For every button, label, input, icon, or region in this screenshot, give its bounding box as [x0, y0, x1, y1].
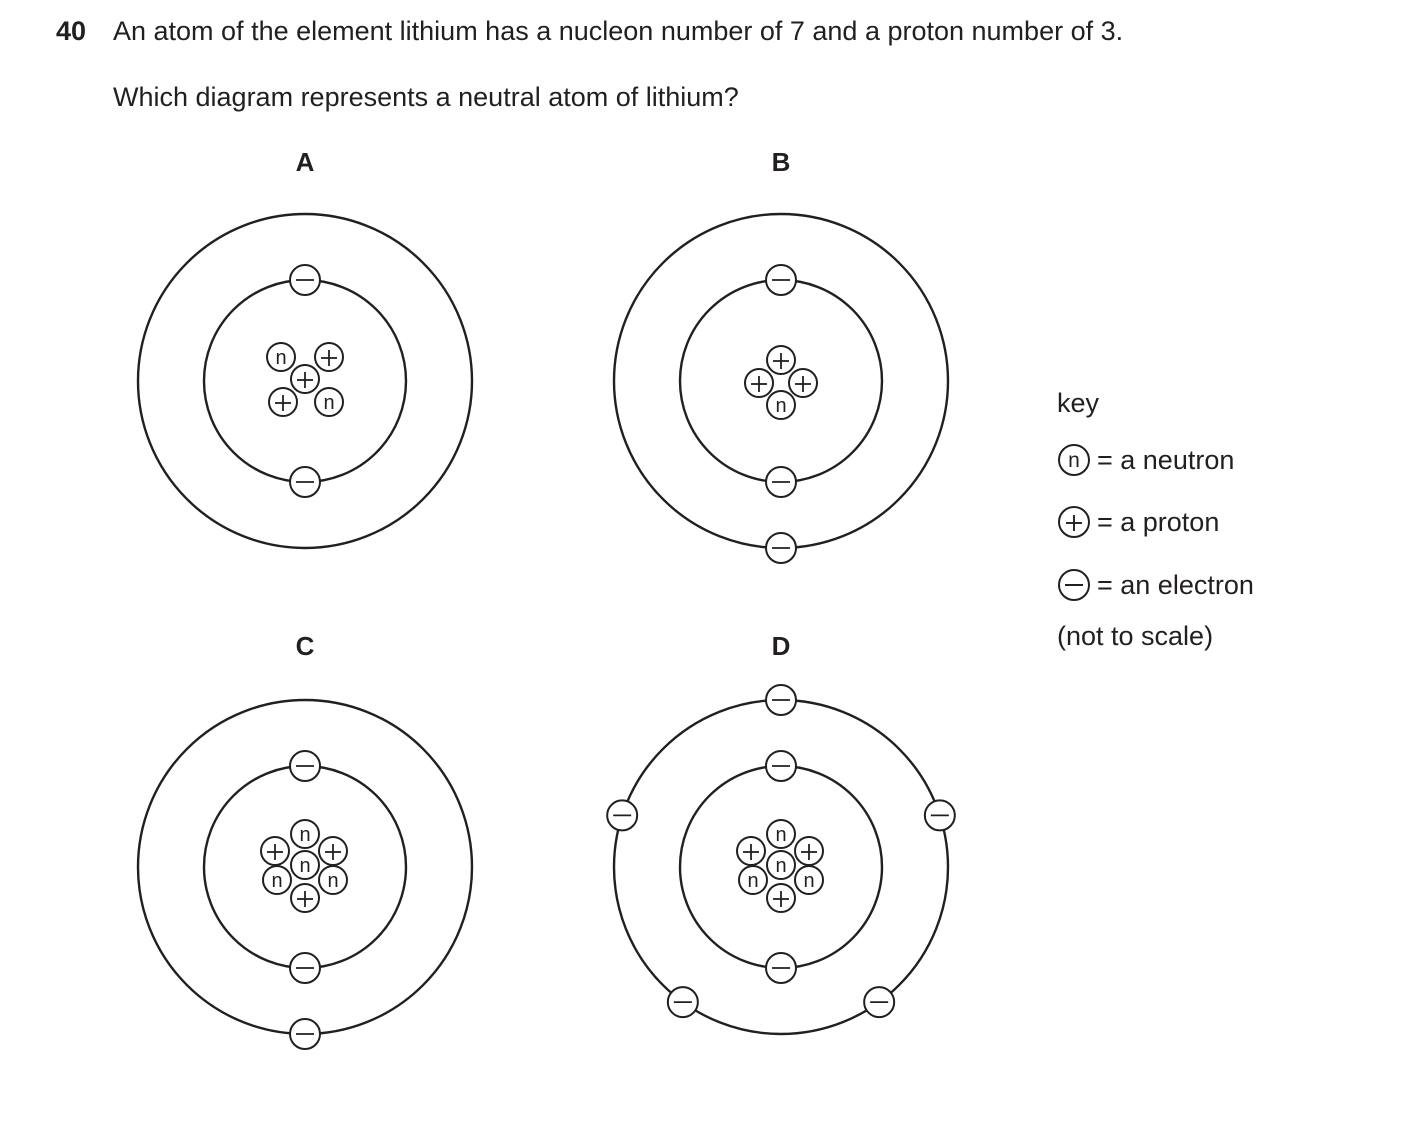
- electron: [668, 987, 698, 1017]
- proton: [319, 837, 347, 865]
- proton: [261, 837, 289, 865]
- proton: [315, 343, 343, 371]
- nucleus: [737, 820, 823, 912]
- neutron: [767, 391, 795, 419]
- nucleus: [261, 820, 347, 912]
- neutron: [291, 851, 319, 879]
- neutron: [291, 820, 319, 848]
- key-neutron-row: [1057, 443, 1234, 477]
- option-label-b: B: [771, 147, 791, 177]
- proton: [745, 369, 773, 397]
- svg-text:n: n: [775, 824, 787, 846]
- svg-text:n: n: [775, 395, 787, 417]
- option-label-c: C: [295, 631, 315, 661]
- electron: [290, 953, 320, 983]
- electron: [864, 987, 894, 1017]
- neutron: [263, 866, 291, 894]
- neutron: [795, 866, 823, 894]
- proton: [269, 388, 297, 416]
- electron: [766, 265, 796, 295]
- atom-option-c: [138, 631, 472, 1049]
- neutron-symbol-letter: n: [1068, 449, 1080, 472]
- option-label-a: A: [295, 147, 315, 177]
- electron: [766, 685, 796, 715]
- electron: [607, 800, 637, 830]
- svg-text:n: n: [775, 855, 787, 877]
- question-number: 40: [56, 16, 87, 46]
- electron-symbol-icon: [1057, 568, 1091, 602]
- key-neutron-label: = a neutron: [1097, 444, 1235, 475]
- electron: [766, 467, 796, 497]
- electron: [290, 751, 320, 781]
- key-electron-row: [1057, 568, 1254, 602]
- electron: [290, 265, 320, 295]
- proton: [737, 837, 765, 865]
- key-title: key: [1057, 388, 1100, 418]
- neutron: [767, 851, 795, 879]
- svg-text:n: n: [803, 870, 815, 892]
- question-text: An atom of the element lithium has a nucleon number of 7 and a proton number of 3.: [113, 16, 1124, 46]
- question-prompt: Which diagram represents a neutral atom of lithium?: [113, 82, 739, 112]
- neutron: [267, 343, 295, 371]
- key-proton-row: [1057, 505, 1219, 539]
- svg-text:n: n: [323, 392, 335, 414]
- key-electron-label: = an electron: [1097, 569, 1254, 600]
- proton-symbol-icon: [1057, 505, 1091, 539]
- proton: [795, 837, 823, 865]
- nucleus: [745, 346, 817, 419]
- electron: [290, 1019, 320, 1049]
- electron: [766, 533, 796, 563]
- option-label-d: D: [771, 631, 791, 661]
- proton: [291, 884, 319, 912]
- svg-text:n: n: [299, 855, 311, 877]
- electron: [290, 467, 320, 497]
- proton: [291, 365, 319, 393]
- electron: [766, 953, 796, 983]
- inner-shell: [680, 280, 882, 482]
- neutron: [739, 866, 767, 894]
- svg-text:n: n: [299, 824, 311, 846]
- neutron-symbol-icon: [1057, 443, 1091, 477]
- atom-option-d: [607, 631, 955, 1034]
- proton: [767, 884, 795, 912]
- neutron: [319, 866, 347, 894]
- key-proton-label: = a proton: [1097, 506, 1220, 537]
- svg-text:n: n: [271, 870, 283, 892]
- electron: [766, 751, 796, 781]
- nucleus: [267, 343, 343, 416]
- key-note: (not to scale): [1057, 621, 1214, 651]
- atom-option-b: [614, 147, 948, 563]
- atom-option-a: [138, 147, 472, 548]
- neutron: [315, 388, 343, 416]
- proton: [789, 369, 817, 397]
- svg-text:n: n: [747, 870, 759, 892]
- svg-text:n: n: [275, 347, 287, 369]
- electron: [925, 800, 955, 830]
- svg-text:n: n: [327, 870, 339, 892]
- proton: [767, 346, 795, 374]
- neutron: [767, 820, 795, 848]
